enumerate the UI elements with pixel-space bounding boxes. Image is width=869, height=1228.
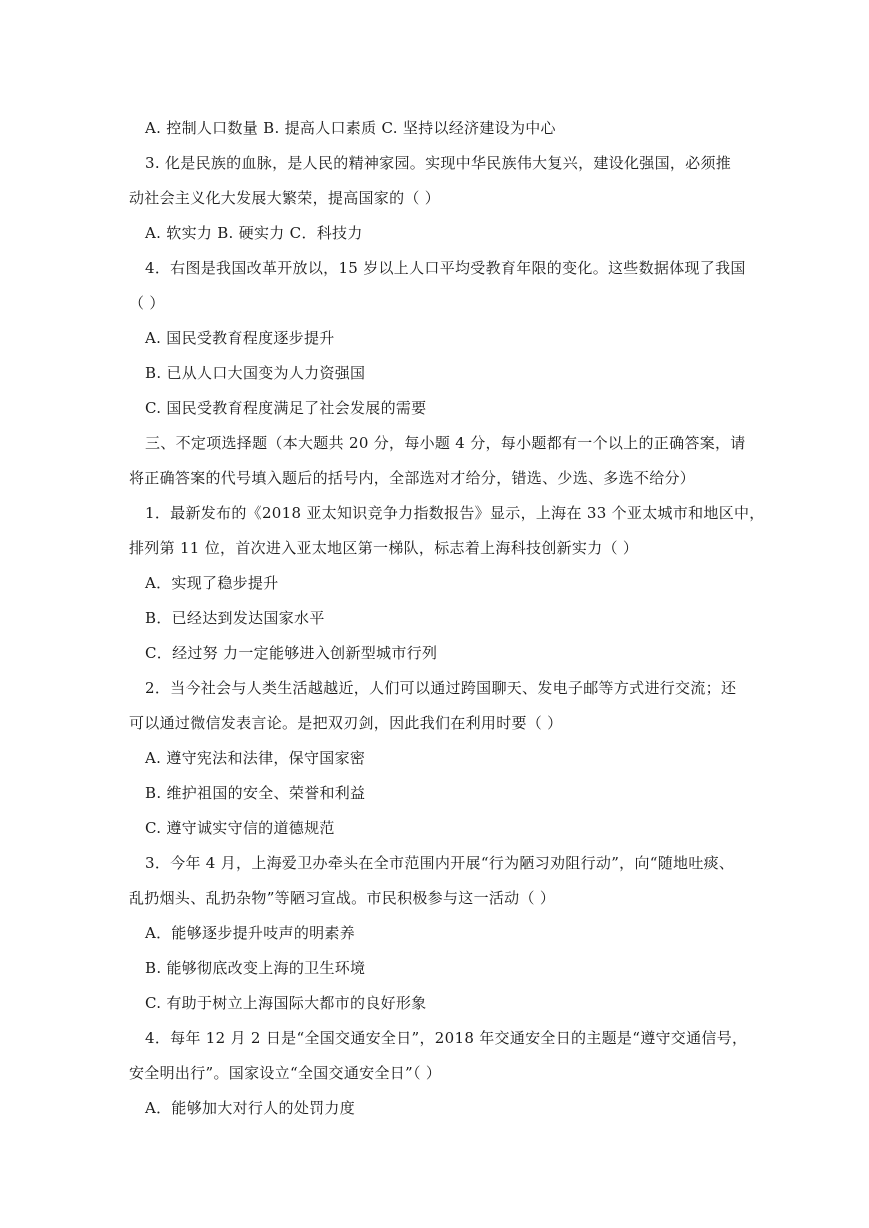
option-line: B. 能够彻底改变上海的卫生环境 <box>145 959 366 977</box>
option-line: C. 有助于树立上海国际大都市的良好形象 <box>145 994 427 1012</box>
question-continuation-line: （ ） <box>129 294 165 312</box>
section-heading-continuation-line: 将正确答案的代号填入题后的括号内，全部选对才给分，错选、少选、多选不给分） <box>129 469 696 487</box>
option-line: A．能够逐步提升吱声的明素养 <box>145 924 356 942</box>
option-line: A．能够加大对行人的处罚力度 <box>145 1099 356 1117</box>
option-line: C．经过努 力一定能够进入创新型城市行列 <box>145 644 438 662</box>
option-line: A. 国民受教育程度逐步提升 <box>145 329 335 347</box>
question-continuation-line: 可以通过微信发表言论。是把双刃剑，因此我们在利用时要（ ） <box>129 714 563 732</box>
question-continuation-line: 安全明出行”。国家设立“全国交通安全日”（ ） <box>129 1064 442 1082</box>
section-heading-line: 三、不定项选择题（本大题共 20 分，每小题 4 分，每小题都有一个以上的正确答案，请 <box>145 434 746 452</box>
option-line: B. 维护祖国的安全、荣誉和利益 <box>145 784 366 802</box>
question-line: 4．每年 12 月 2 日是“全国交通安全日”，2018 年交通安全日的主题是“遵守交通信号， <box>145 1029 748 1047</box>
question-line: 3. 化是民族的血脉，是人民的精神家园。实现中华民族伟大复兴，建设化强国，必须推 <box>145 154 732 172</box>
question-line: 4．右图是我国改革开放以，15 岁以上人口平均受教育年限的变化。这些数据体现了我国 <box>145 259 746 277</box>
option-line: A. 软实力 B. 硬实力 C．科技力 <box>145 224 363 242</box>
option-line: B. 已从人口大国变为人力资强国 <box>145 364 366 382</box>
option-line: A. 控制人口数量 B. 提高人口素质 C. 坚持以经济建设为中心 <box>145 119 556 137</box>
question-line: 3．今年 4 月，上海爱卫办牵头在全市范围内开展“行为陋习劝阻行动”，向“随地吐痰、 <box>145 854 735 872</box>
question-line: 1．最新发布的《2018 亚太知识竞争力指数报告》显示，上海在 33 个亚太城市和地区中， <box>145 504 765 522</box>
option-line: C. 国民受教育程度满足了社会发展的需要 <box>145 399 427 417</box>
question-line: 2．当今社会与人类生活越越近，人们可以通过跨国聊天、发电子邮等方式进行交流；还 <box>145 679 737 697</box>
question-continuation-line: 动社会主义化大发展大繁荣，提高国家的（ ） <box>129 189 441 207</box>
option-line: A. 遵守宪法和法律，保守国家密 <box>145 749 366 767</box>
question-continuation-line: 乱扔烟头、乱扔杂物”等陋习宣战。市民积极参与这一活动（ ） <box>129 889 556 907</box>
option-line: A．实现了稳步提升 <box>145 574 279 592</box>
option-line: B．已经达到发达国家水平 <box>145 609 325 627</box>
option-line: C. 遵守诚实守信的道德规范 <box>145 819 335 837</box>
question-continuation-line: 排列第 11 位，首次进入亚太地区第一梯队，标志着上海科技创新实力（ ） <box>129 539 639 557</box>
